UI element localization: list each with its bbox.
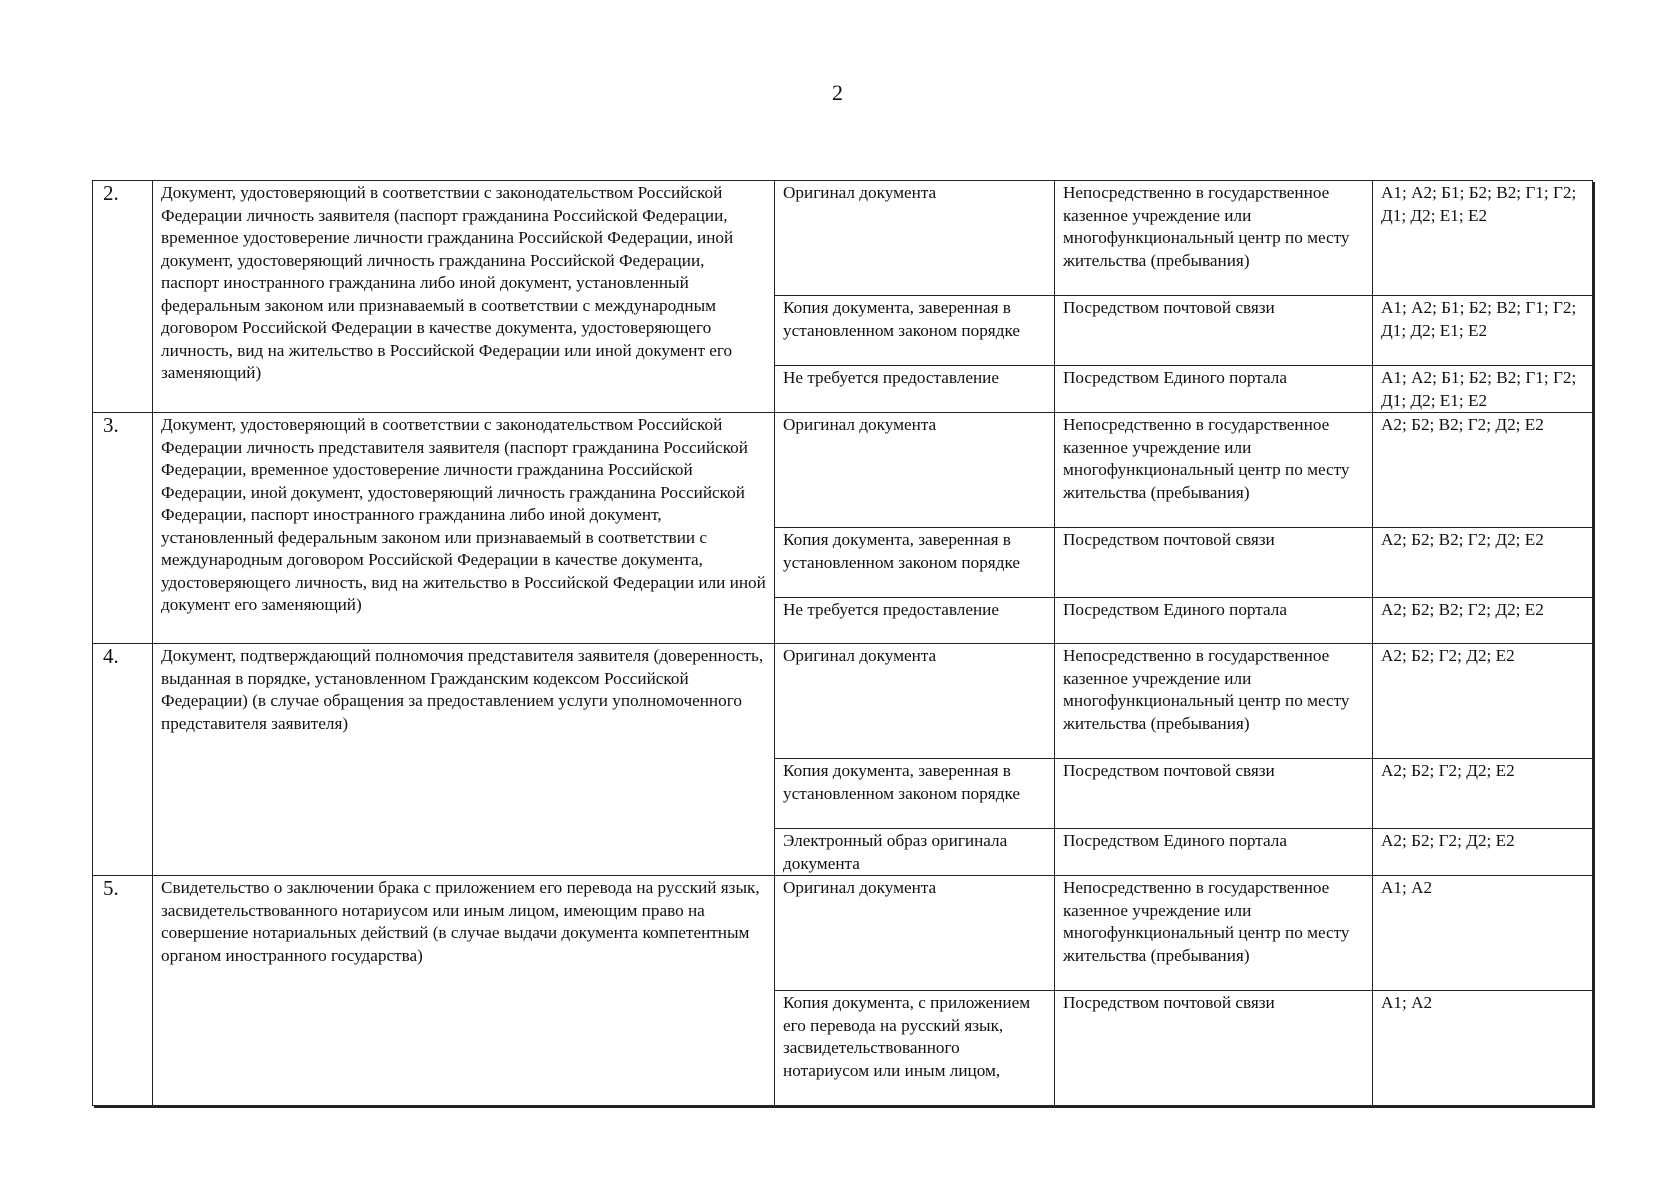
document-name-cell: Документ, удостоверяющий в соответствии с законодательством Российской Федерации личность заявителя (паспорт гражданина Российской Федерации, временное удостоверение личности гражданина Российской Федерации, иной документ, удостоверяющий личность гражданина Российской Федерации, паспорт иностранного гражданина либо иной документ, установленный федеральным законом или признаваемый в соответствии с международным договором Российской Федерации в качестве документа, удостоверяющего личность, вид на жительство в Российской Федерации или иной документ его заменяющий) [153,181,775,413]
document-name-cell: Документ, удостоверяющий в соответствии с законодательством Российской Федерации личность представителя заявителя (паспорт гражданина Российской Федерации, временное удостоверение личности гражданина Российской Федерации, иной документ, удостоверяющий личность гражданина Российской Федерации, паспорт иностранного гражданина либо иной документ, установленный федеральным законом или признаваемый в соответствии с международным договором Российской Федерации в качестве документа, удостоверяющего личность, вид на жительство в Российской Федерации или иной документ его заменяющий) [153,413,775,644]
applicant-categories-cell: А2; Б2; В2; Г2; Д2; Е2 [1373,528,1593,598]
document-name-cell: Документ, подтверждающий полномочия представителя заявителя (доверенность, выданная в порядке, установленном Гражданским кодексом Российской Федерации) (в случае обращения за предоставлением услуги уполномоченного представителя заявителя) [153,644,775,876]
table-row [93,644,1593,759]
submission-form-cell: Оригинал документа [775,413,1055,528]
submission-form-cell: Оригинал документа [775,876,1055,991]
page-number: 2 [832,80,843,105]
applicant-categories-cell: А1; А2 [1373,876,1593,991]
applicant-categories-cell: А1; А2 [1373,991,1593,1106]
submission-method-cell: Непосредственно в государственное казенное учреждение или многофункциональный центр по месту жительства (пребывания) [1055,181,1373,296]
applicant-categories-cell: А2; Б2; В2; Г2; Д2; Е2 [1373,413,1593,528]
submission-method-cell: Посредством почтовой связи [1055,528,1373,598]
row-number: 5. [93,876,153,1106]
submission-method-cell: Посредством почтовой связи [1055,296,1373,366]
submission-form-cell: Не требуется предоставление [775,366,1055,413]
submission-method-cell: Посредством Единого портала [1055,366,1373,413]
submission-method-cell: Посредством Единого портала [1055,598,1373,644]
applicant-categories-cell: А1; А2; Б1; Б2; В2; Г1; Г2; Д1; Д2; Е1; Е2 [1373,181,1593,296]
table-row [93,876,1593,991]
applicant-categories-cell: А2; Б2; Г2; Д2; Е2 [1373,759,1593,829]
applicant-categories-cell: А2; Б2; В2; Г2; Д2; Е2 [1373,598,1593,644]
submission-method-cell: Непосредственно в государственное казенное учреждение или многофункциональный центр по месту жительства (пребывания) [1055,876,1373,991]
applicant-categories-cell: А2; Б2; Г2; Д2; Е2 [1373,644,1593,759]
applicant-categories-cell: А1; А2; Б1; Б2; В2; Г1; Г2; Д1; Д2; Е1; Е2 [1373,366,1593,413]
submission-form-cell: Копия документа, заверенная в установленном законом порядке [775,296,1055,366]
document-name-cell: Свидетельство о заключении брака с приложением его перевода на русский язык, засвидетельствованного нотариусом или иным лицом, имеющим право на совершение нотариальных действий (в случае выдачи документа компетентным органом иностранного государства) [153,876,775,1106]
submission-method-cell: Непосредственно в государственное казенное учреждение или многофункциональный центр по месту жительства (пребывания) [1055,413,1373,528]
submission-method-cell: Непосредственно в государственное казенное учреждение или многофункциональный центр по месту жительства (пребывания) [1055,644,1373,759]
submission-form-cell: Копия документа, с приложением его перевода на русский язык, засвидетельствованного нотариусом или иным лицом, [775,991,1055,1106]
submission-form-cell: Копия документа, заверенная в установленном законом порядке [775,528,1055,598]
submission-method-cell: Посредством почтовой связи [1055,759,1373,829]
row-number: 3. [93,413,153,644]
submission-form-cell: Электронный образ оригинала документа [775,829,1055,876]
row-number: 2. [93,181,153,413]
submission-method-cell: Посредством почтовой связи [1055,991,1373,1106]
submission-method-cell: Посредством Единого портала [1055,829,1373,876]
row-number: 4. [93,644,153,876]
applicant-categories-cell: А1; А2; Б1; Б2; В2; Г1; Г2; Д1; Д2; Е1; Е2 [1373,296,1593,366]
applicant-categories-cell: А2; Б2; Г2; Д2; Е2 [1373,829,1593,876]
submission-form-cell: Не требуется предоставление [775,598,1055,644]
table-row [93,181,1593,296]
documents-table [92,180,1593,1106]
table-row [93,413,1593,528]
submission-form-cell: Оригинал документа [775,644,1055,759]
submission-form-cell: Копия документа, заверенная в установленном законом порядке [775,759,1055,829]
submission-form-cell: Оригинал документа [775,181,1055,296]
